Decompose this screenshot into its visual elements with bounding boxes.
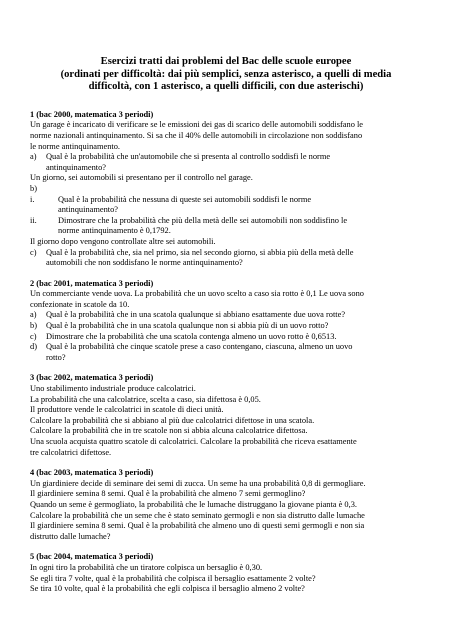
title-line-3: difficoltà, con 1 asterisco, a quelli difficili, con due asterischi): [88, 81, 364, 93]
problem-3-line: Uno stabilimento industriale produce calcolatrici.: [30, 384, 196, 394]
item-text: Qual è la probabilità che in una scatola qualunque si abbiano esattamente due uova rotte?: [46, 310, 346, 320]
item-continuation: antinquinamento?: [58, 205, 119, 215]
item-continuation: antinquinamento?: [46, 162, 107, 172]
title-line-2: (ordinati per difficoltà: dai più semplici, senza asterisco, a quelli di media: [60, 68, 392, 80]
problem-4-line: Il giardiniere semina 8 semi. Qual è la probabilità che almeno uno di questi semi germogli e non sia: [30, 521, 365, 531]
item-text: Dimostrare che la probabilità che più della metà delle sei automobili non soddisfino le: [58, 215, 348, 225]
problem-1-item-b-marker: b): [30, 183, 37, 193]
problem-1-item-c: [30, 248, 422, 259]
item-marker: c): [30, 247, 37, 257]
item-text: Qual è la probabilità che nessuna di queste sei automobili soddisfi le norme: [58, 194, 312, 204]
problem-1-heading: 1 (bac 2000, matematica 3 periodi): [30, 109, 154, 119]
item-marker: ii.: [30, 215, 37, 225]
problem-3-line: Calcolare la probabilità che si abbiano al più due calcolatrici difettose in una scatola.: [30, 415, 315, 425]
problem-3-line: tre calcolatrici difettose.: [30, 447, 112, 457]
problem-3: [30, 373, 422, 458]
problem-2-intro-line: Un commerciante vende uova. La probabilità che un uovo scelto a caso sia rotto è 0,1 Le uova sono: [30, 289, 364, 299]
problem-4-heading: 4 (bac 2003, matematica 3 periodi): [30, 468, 154, 478]
problem-1-subitem-i: [30, 195, 422, 206]
problem-3-line: Una scuola acquista quattro scatole di calcolatrici. Calcolare la probabilità che riceva esattamente: [30, 437, 357, 446]
problem-5-heading: 5 (bac 2004, matematica 3 periodi): [30, 552, 154, 562]
item-continuation: norme antinquinamento è 0,1792.: [58, 226, 171, 236]
problem-1-intro-line: le norme antinquinamento.: [30, 141, 121, 151]
item-continuation: automobili che non soddisfano le norme antinquinamento?: [46, 258, 243, 268]
item-marker: a): [30, 152, 37, 162]
title-line-1: Esercizi tratti dai problemi del Bac delle scuole europee: [100, 56, 352, 67]
item-text: Dimostrare che la probabilità che una scatola contenga almeno un uovo rotto è 0,6513.: [46, 331, 337, 341]
problem-4-line: Calcolare la probabilità che un seme che è stato seminato germogli e non sia distrutto dalle lumache: [30, 510, 365, 520]
problem-3-line: Il produttore vende le calcolatrici in scatole di dieci unità.: [30, 405, 224, 415]
item-continuation: rotto?: [46, 352, 66, 362]
problem-3-heading: 3 (bac 2002, matematica 3 periodi): [30, 373, 154, 383]
item-marker: a): [30, 310, 37, 320]
problem-4-line: Quando un seme è germogliato, la probabilità che le lumache distruggano la giovane pianta è 0,3.: [30, 499, 357, 509]
problem-1-intro-line: norme nazionali antinquinamento. Si sa che il 40% delle automobili in circolazione non soddisfano: [30, 130, 363, 140]
problem-4: [30, 468, 422, 542]
problem-1-item-a: [30, 152, 422, 163]
problem-5-line: Se egli tira 7 volte, qual è la probabilità che colpisca il bersaglio esattamente 2 volte?: [30, 573, 316, 583]
problem-3-line: La probabilità che una calcolatrice, scelta a caso, sia difettosa è 0,05.: [30, 394, 261, 404]
problem-4-line: Un giardiniere decide di seminare dei semi di zucca. Un seme ha una probabilità 0,8 di germogliare.: [30, 478, 366, 488]
document-title: [34, 56, 418, 94]
problem-2: [30, 279, 422, 364]
problem-3-line: Calcolare la probabilità che in tre scatole non si abbia alcuna calcolatrice difettosa.: [30, 426, 308, 436]
problem-2-item-c: [30, 332, 422, 343]
problem-1-day-line: Un giorno, sei automobili si presentano per il controllo nel garage.: [30, 173, 253, 183]
problem-1-next-day-line: Il giorno dopo vengono controllate altre sei automobili.: [30, 236, 216, 246]
problem-4-line: distrutto dalle lumache?: [30, 531, 111, 541]
problem-5-line: Se tira 10 volte, qual è la probabilità che egli colpisca il bersaglio almeno 2 volte?: [30, 584, 305, 594]
problem-1-subitem-ii: [30, 216, 422, 227]
problem-4-line: Il giardiniere semina 8 semi. Qual è la probabilità che almeno 7 semi germoglino?: [30, 489, 306, 499]
problem-1-intro-line: Un garage è incaricato di verificare se le emissioni dei gas di scarico delle automobili soddisfano le: [30, 120, 364, 130]
item-marker: d): [30, 342, 37, 352]
item-marker: i.: [30, 194, 35, 204]
item-text: Qual è la probabilità che in una scatola qualunque non si abbia più di un uovo rotto?: [46, 321, 329, 331]
problem-2-item-a: [30, 310, 422, 321]
item-text: Qual è la probabilità che un'automobile che si presenta al controllo soddisfi le norme: [46, 152, 331, 162]
item-text: Qual è la probabilità che cinque scatole prese a caso contengano, ciascuna, almeno un uovo: [46, 342, 353, 352]
problem-1: [30, 110, 422, 269]
problem-2-heading: 2 (bac 2001, matematica 3 periodi): [30, 278, 154, 288]
item-marker: c): [30, 331, 37, 341]
problem-2-item-b: [30, 321, 422, 332]
problem-5: [30, 552, 422, 594]
problem-5-line: In ogni tiro la probabilità che un tiratore colpisca un bersaglio è 0,30.: [30, 562, 263, 572]
problem-2-intro-line: confezionate in scatole da 10.: [30, 299, 130, 309]
item-text: Qual è la probabilità che, sia nel primo, sia nel secondo giorno, si abbia più della metà delle: [46, 247, 354, 257]
item-marker: b): [30, 321, 37, 331]
problem-2-item-d: [30, 342, 422, 353]
